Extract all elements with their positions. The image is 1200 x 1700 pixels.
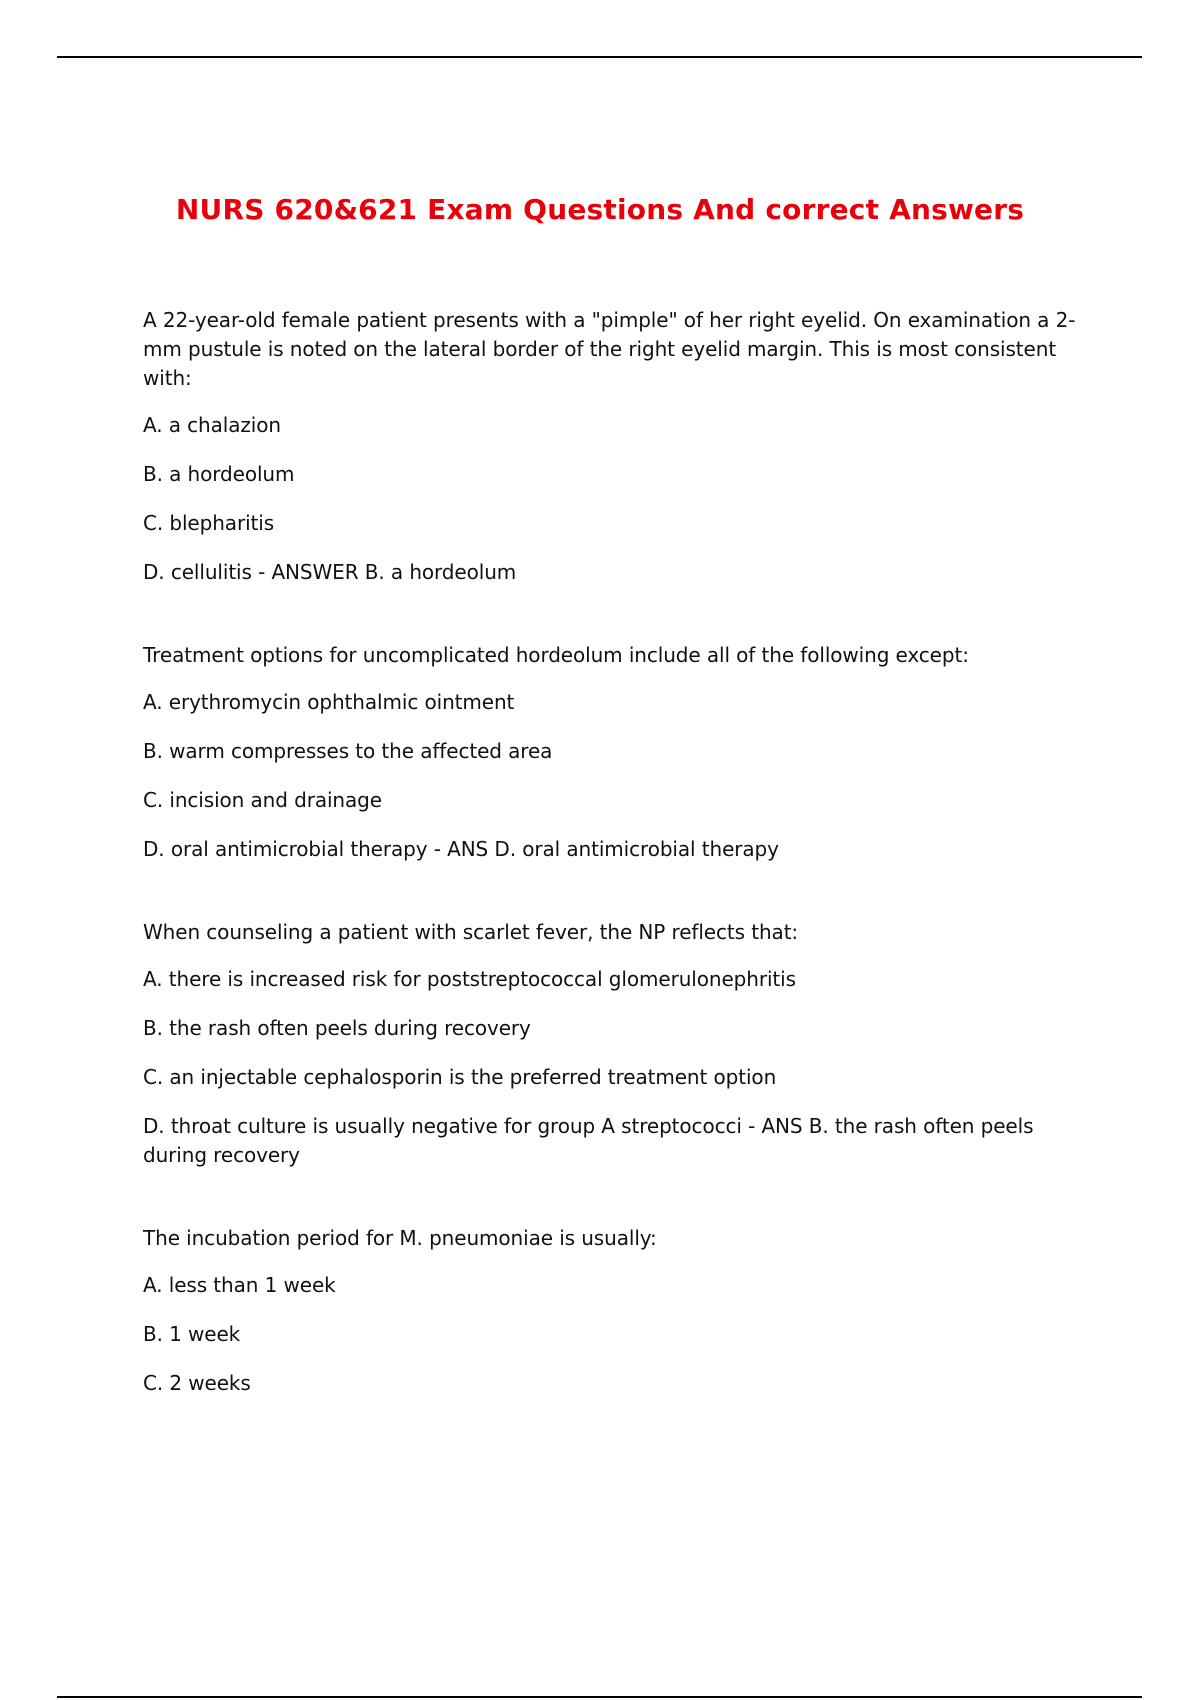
- answer-option: A. less than 1 week: [143, 1273, 336, 1297]
- answer-option: B. 1 week: [143, 1322, 241, 1346]
- question-stem: The incubation period for M. pneumoniae is usually:: [143, 1226, 657, 1250]
- header-rule: [57, 56, 1142, 58]
- answer-option: C. incision and drainage: [143, 788, 382, 812]
- answer-option: C. 2 weeks: [143, 1371, 251, 1395]
- answer-option: A. a chalazion: [143, 413, 281, 437]
- question-4: [143, 1224, 1103, 1398]
- answer-option: A. there is increased risk for poststreptococcal glomerulonephritis: [143, 967, 796, 991]
- question-stem: Treatment options for uncomplicated hordeolum include all of the following except:: [143, 643, 969, 667]
- answer-option: B. warm compresses to the affected area: [143, 739, 553, 763]
- footer-rule: [57, 1696, 1142, 1698]
- answer-option: D. oral antimicrobial therapy - ANS D. oral antimicrobial therapy: [143, 837, 779, 861]
- answer-option: B. the rash often peels during recovery: [143, 1016, 531, 1040]
- question-stem: A 22-year-old female patient presents with a "pimple" of her right eyelid. On examination a 2-mm pustule is noted on the lateral border of the right eyelid margin. This is most consistent with:: [143, 308, 1076, 390]
- answer-option: A. erythromycin ophthalmic ointment: [143, 690, 515, 714]
- question-3: [143, 918, 1103, 1170]
- question-1: [143, 306, 1103, 587]
- question-stem: When counseling a patient with scarlet fever, the NP reflects that:: [143, 920, 799, 944]
- question-2: [143, 641, 1103, 864]
- answer-option: C. an injectable cephalosporin is the preferred treatment option: [143, 1065, 777, 1089]
- answer-option: B. a hordeolum: [143, 462, 295, 486]
- answer-option: D. cellulitis - ANSWER B. a hordeolum: [143, 560, 517, 584]
- question-list: [143, 306, 1103, 1452]
- document-title: NURS 620&621 Exam Questions And correct Answers: [175, 193, 1025, 226]
- answer-option: C. blepharitis: [143, 511, 275, 535]
- answer-option: D. throat culture is usually negative for group A streptococci - ANS B. the rash often peels during recovery: [143, 1114, 1034, 1167]
